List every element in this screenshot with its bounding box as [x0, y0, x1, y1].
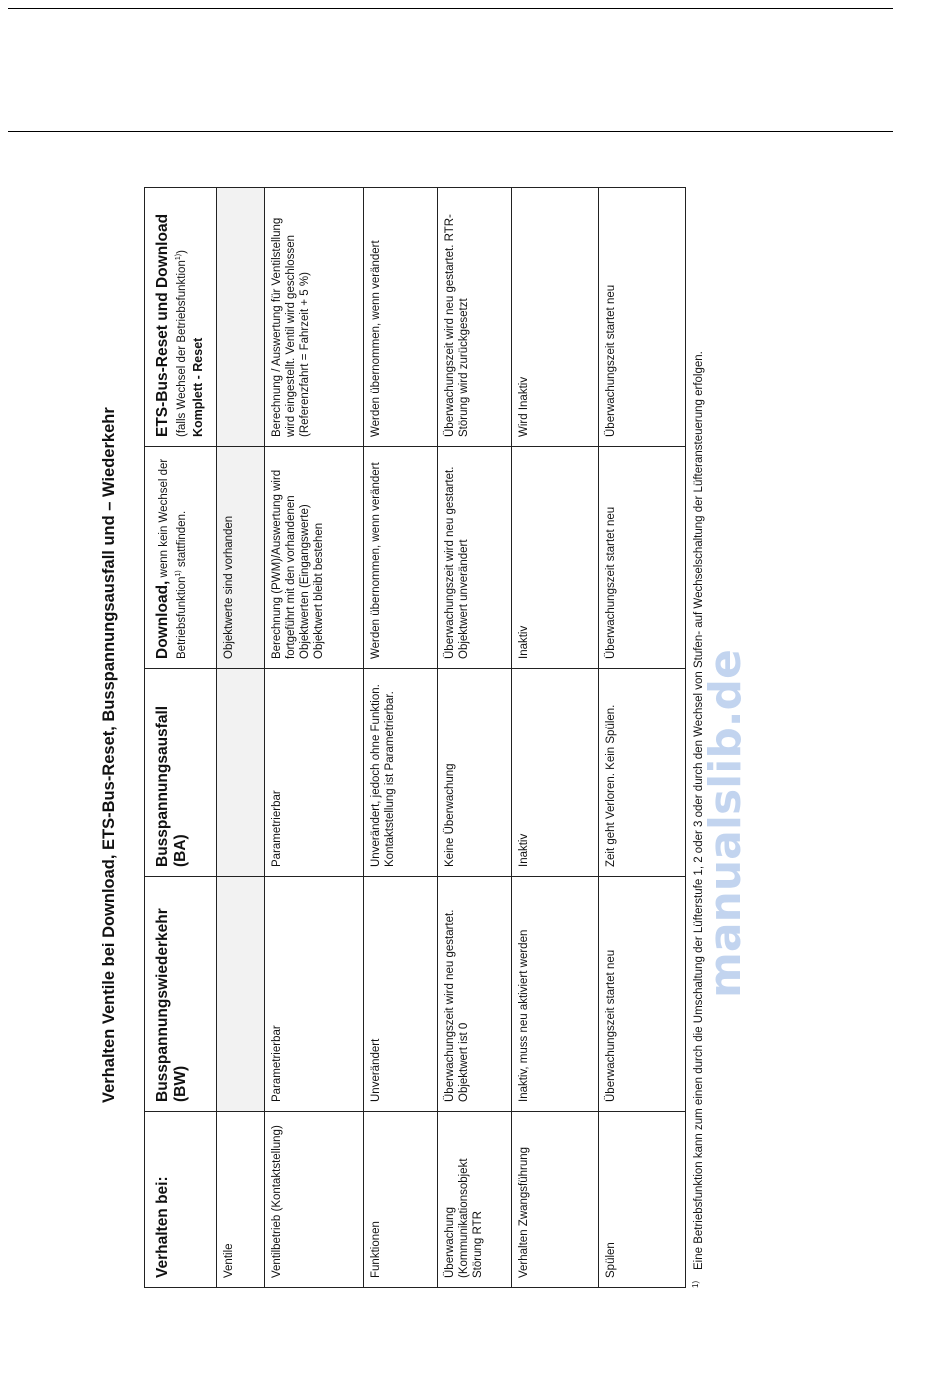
top-rule	[8, 8, 893, 9]
footnote-text: Eine Betriebsfunktion kann zum einen durch die Umschaltung der Lüfterstufe 1, 2 oder 3 oder durch den Wechsel von Stufen- auf Wechselschaltung der Lüfteransteuerung erfolgen.	[693, 351, 705, 1270]
table-row	[364, 188, 437, 1288]
header-verhalten-bei: Verhalten bei:	[145, 1112, 217, 1288]
cell-ba: Inaktiv	[511, 669, 598, 877]
cell-ba	[217, 669, 265, 877]
cell-ets: Wird Inaktiv	[511, 188, 598, 447]
cell-bw	[217, 877, 265, 1112]
header-rule	[8, 131, 893, 132]
table-row	[217, 188, 265, 1288]
cell-bw: Überwachungszeit wird neu gestartet. Objektwert ist 0	[437, 877, 511, 1112]
row-label: Ventilbetrieb (Kontaktstellung)	[265, 1112, 364, 1288]
cell-ets: Werden übernommen, wenn verändert	[364, 188, 437, 447]
table-row	[437, 188, 511, 1288]
table-row	[511, 188, 598, 1288]
cell-ets	[217, 188, 265, 447]
header-download: Download, wenn kein Wechsel der Betriebsfunktion$^{1)}$ stattfinden.	[145, 447, 217, 669]
row-label: Ventile	[217, 1112, 265, 1288]
header-ets-bus-reset: ETS-Bus-Reset und Download (falls Wechsel der Betriebsfunktion$^{1)}$) Komplett - Reset	[145, 188, 217, 447]
cell-download: Objektwerte sind vorhanden	[217, 447, 265, 669]
cell-download: Werden übernommen, wenn verändert	[364, 447, 437, 669]
cell-bw: Inaktiv, muss neu aktiviert werden	[511, 877, 598, 1112]
cell-ba: Zeit geht Verloren. Kein Spülen.	[598, 669, 685, 877]
cell-bw: Überwachungszeit startet neu	[598, 877, 685, 1112]
row-label: Spülen	[598, 1112, 685, 1288]
cell-ba: Parametrierbar	[265, 669, 364, 877]
cell-download: Berechnung (PWM)/Auswertung wird fortgeführt mit den vorhandenen Objektwerten (Eingangswerte) Objektwert bleibt bestehen	[265, 447, 364, 669]
cell-download: Inaktiv	[511, 447, 598, 669]
cell-bw: Unverändert	[364, 877, 437, 1112]
cell-ets: Überwachungszeit startet neu	[598, 188, 685, 447]
cell-ets: Berechnung / Auswertung für Ventilstellung wird eingestellt. Ventil wird geschlossen (Referenzfahrt = Fahrzeit + 5 %)	[265, 188, 364, 447]
header-ba: Busspannungsausfall (BA)	[145, 669, 217, 877]
cell-download: Überwachungszeit wird neu gestartet. Objektwert unverändert	[437, 447, 511, 669]
cell-ba: Unverändert, jedoch ohne Funktion. Kontaktstellung ist Parametrierbar.	[364, 669, 437, 877]
table-row	[598, 188, 685, 1288]
table-header-row	[145, 188, 217, 1288]
watermark: manualslib.de	[700, 649, 751, 998]
footnote-mark: 1)	[691, 1280, 700, 1288]
cell-bw: Parametrierbar	[265, 877, 364, 1112]
behaviour-table	[144, 187, 686, 1288]
rotated-page-content	[100, 188, 751, 1288]
row-label: Überwachung (Kommunikationsobjekt Störung RTR	[437, 1112, 511, 1288]
table-row	[265, 188, 364, 1288]
cell-download: Überwachungszeit startet neu	[598, 447, 685, 669]
cell-ba: Keine Überwachung	[437, 669, 511, 877]
page-title: Verhalten Ventile bei Download, ETS-Bus-Reset, Busspannungsausfall und – Wiederkehr	[100, 407, 118, 1103]
row-label: Verhalten Zwangsführung	[511, 1112, 598, 1288]
cell-ets: Überwachungszeit wird neu gestartet. RTR-Störung wird zurückgesetzt	[437, 188, 511, 447]
row-label: Funktionen	[364, 1112, 437, 1288]
header-bw: Busspannungswiederkehr (BW)	[145, 877, 217, 1112]
